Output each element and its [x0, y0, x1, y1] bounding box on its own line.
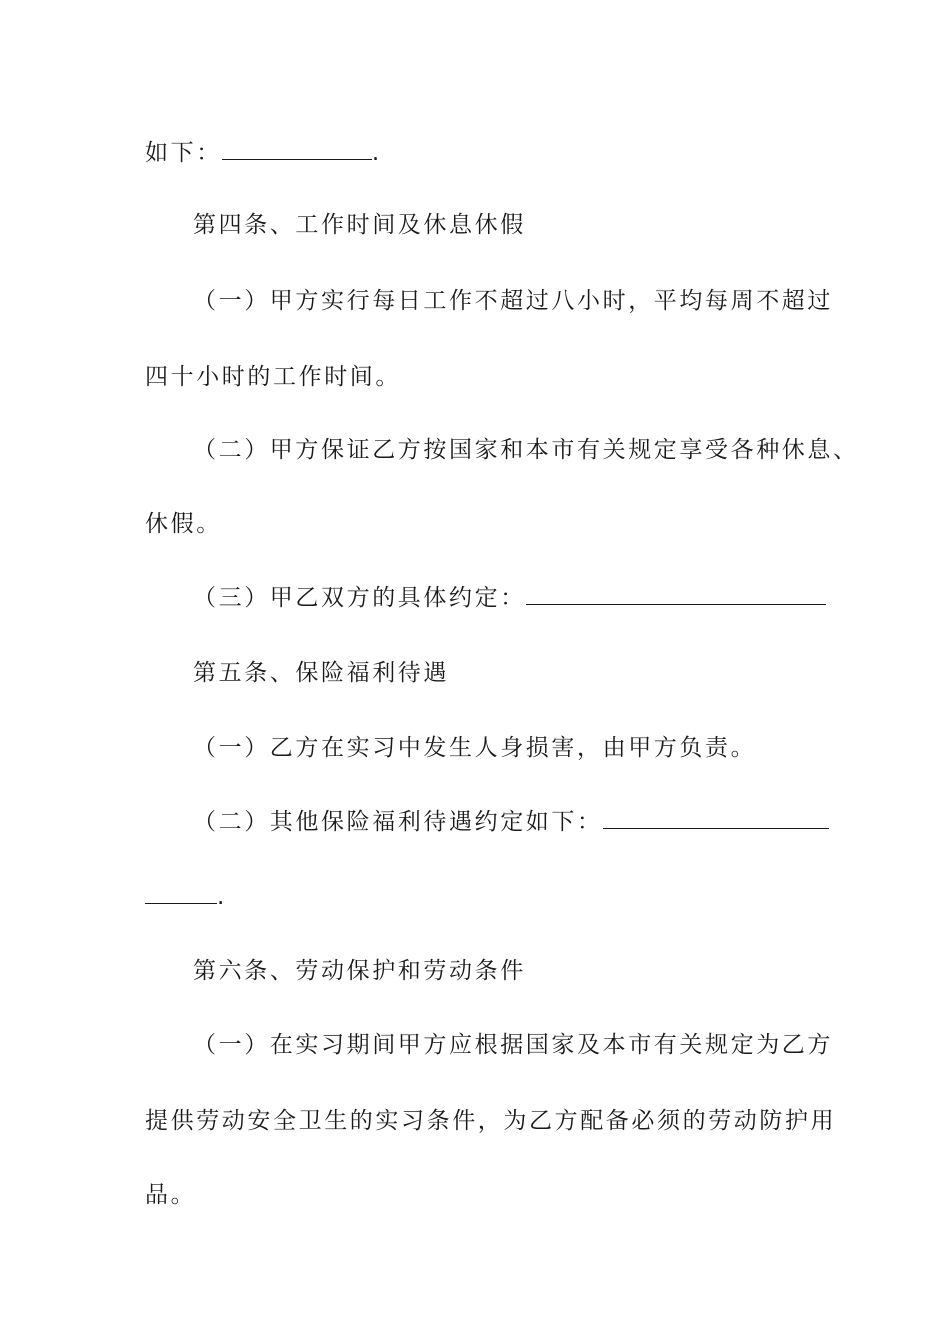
text-line: （一）乙方在实习中发生人身损害，由甲方负责。: [193, 735, 757, 761]
line-text: （三）甲乙双方的具体约定：: [193, 585, 526, 611]
text-line: 提供劳动安全卫生的实习条件，为乙方配备必须的劳动防护用: [145, 1108, 837, 1134]
fill-blank: [145, 885, 217, 904]
line-text: .: [371, 140, 380, 166]
section-heading: 第五条、保险福利待遇: [193, 660, 449, 686]
section-heading: 第四条、工作时间及休息休假: [193, 212, 526, 238]
text-line: （二）甲方保证乙方按国家和本市有关规定享受各种休息、: [193, 437, 859, 463]
text-line: [193, 807, 829, 837]
text-line: （一）在实习期间甲方应根据国家及本市有关规定为乙方: [193, 1032, 833, 1058]
line-text: .: [217, 884, 225, 910]
text-line: 品。: [145, 1182, 197, 1208]
line-text: 如下：: [145, 140, 222, 166]
text-line: [145, 882, 224, 912]
text-line: 四十小时的工作时间。: [145, 364, 401, 390]
text-line: [145, 138, 379, 168]
fill-blank: [603, 810, 829, 829]
text-line: （一）甲方实行每日工作不超过八小时，平均每周不超过: [193, 288, 833, 314]
text-line: [193, 583, 826, 613]
line-text: （二）其他保险福利待遇约定如下：: [193, 809, 603, 835]
section-heading: 第六条、劳动保护和劳动条件: [193, 958, 526, 984]
fill-blank: [526, 586, 826, 605]
text-line: 休假。: [145, 511, 222, 537]
fill-blank: [222, 141, 372, 160]
